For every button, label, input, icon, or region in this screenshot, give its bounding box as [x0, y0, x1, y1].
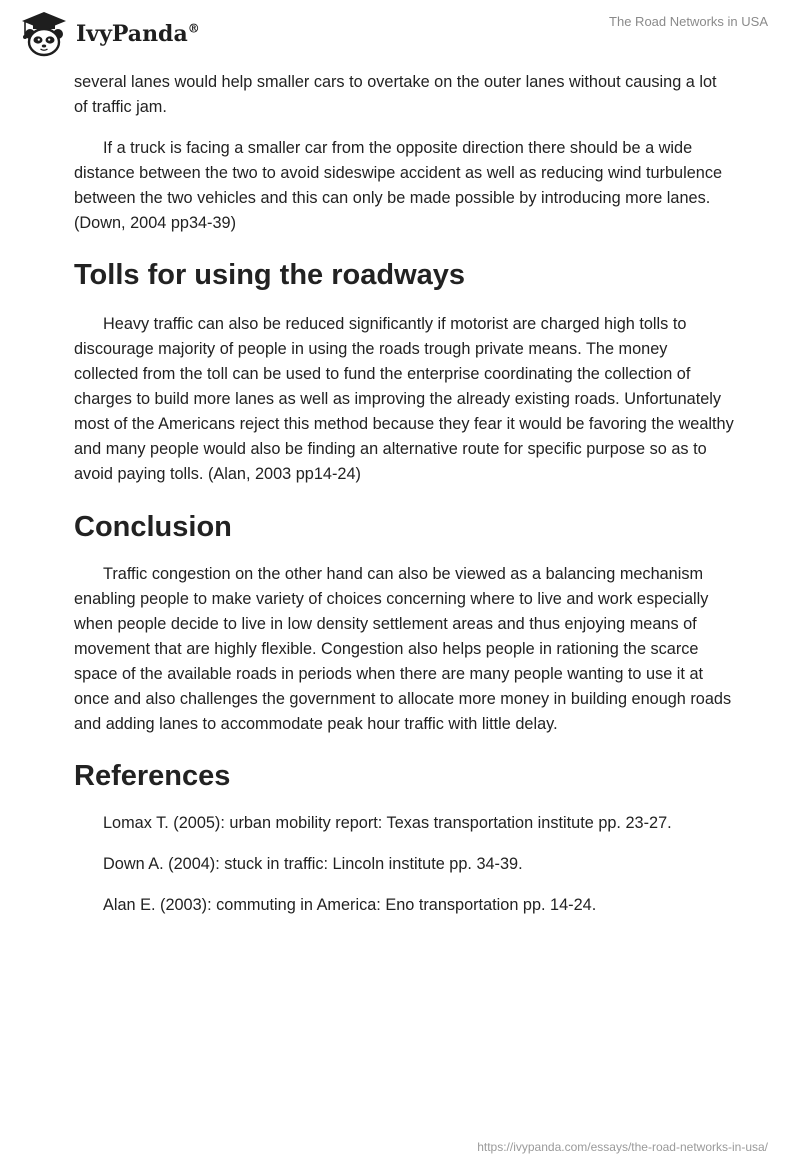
- source-url-link[interactable]: https://ivypanda.com/essays/the-road-networks-in-usa/: [477, 1140, 768, 1154]
- logo-text: IvyPanda: [76, 21, 188, 47]
- registered-mark: ®: [187, 21, 200, 36]
- page-header: [0, 0, 800, 70]
- references-heading: References: [74, 760, 231, 792]
- conclusion-heading: Conclusion: [74, 511, 232, 543]
- reference-item: Down A. (2004): stuck in traffic: Lincoln institute pp. 34-39.: [103, 855, 523, 873]
- logo-wordmark: [76, 21, 200, 47]
- intro-paragraph: several lanes would help smaller cars to overtake on the outer lanes without causing a lot of traffic jam.: [74, 73, 717, 116]
- document-title: The Road Networks in USA: [609, 14, 768, 29]
- tolls-heading: Tolls for using the roadways: [74, 259, 466, 291]
- reference-list: [74, 811, 734, 918]
- panda-graduate-icon: [16, 8, 72, 58]
- essay-content: [74, 70, 734, 918]
- reference-item: Alan E. (2003): commuting in America: Eno transportation pp. 14-24.: [103, 896, 597, 914]
- conclusion-paragraph: Traffic congestion on the other hand can also be viewed as a balancing mechanism enabling people to make variety of choices concerning where to live and work especially when people decide to live in low density settlement areas and thus enjoying means of movement that are highly flexible. Congestion also helps people in rationing the scarce space of the available roads in periods when there are many people wanting to use it at once and also challenges the government to allocate more money in building enough roads and adding lanes to accommodate peak hour traffic with little delay.: [74, 565, 732, 733]
- ivypanda-logo[interactable]: [16, 8, 200, 58]
- reference-item: Lomax T. (2005): urban mobility report: Texas transportation institute pp. 23-27.: [103, 814, 672, 832]
- tolls-paragraph: Heavy traffic can also be reduced significantly if motorist are charged high tolls to discourage majority of people in using the roads trough private means. The money collected from the toll can be used to fund the enterprise coordinating the collection of charges to build more lanes as well as improving the already existing roads. Unfortunately most of the Americans reject this method because they fear it would be favoring the wealthy and many people would also be finding an alternative route for specific purpose so as to avoid paying tolls. (Alan, 2003 pp14-24): [74, 315, 734, 483]
- truck-paragraph: If a truck is facing a smaller car from the opposite direction there should be a wide distance between the two to avoid sideswipe accident as well as reducing wind turbulence between the two vehicles and this can only be made possible by introducing more lanes. (Down, 2004 pp34-39): [74, 139, 723, 232]
